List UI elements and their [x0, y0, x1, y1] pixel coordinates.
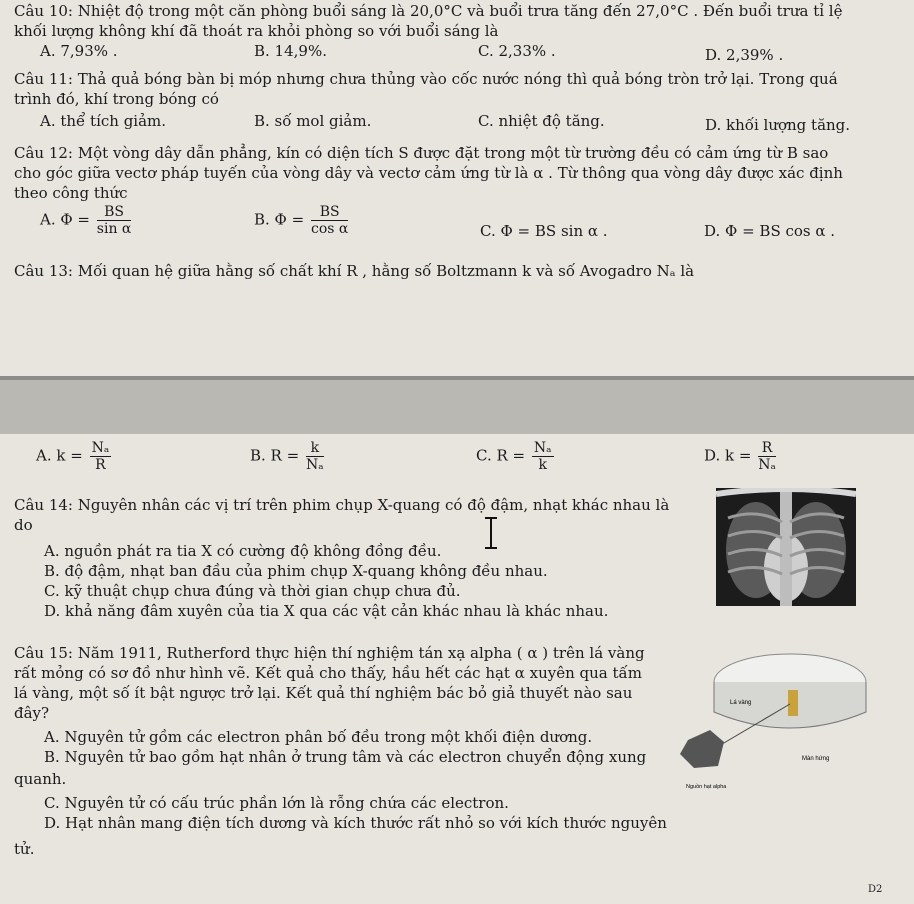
fig-label-source: Nguồn hạt alpha — [686, 784, 727, 790]
q11-option-c: C. nhiệt độ tăng. — [478, 112, 605, 130]
q15-line2: rất mỏng có sơ đồ như hình vẽ. Kết quả cho thấy, hầu hết các hạt α xuyên qua tấm — [14, 664, 642, 682]
q13-a-fraction: $\frac{\text{Nₐ}}{R}$ — [91, 440, 110, 473]
q15-option-b: B. Nguyên tử bao gồm hạt nhân ở trung tâm và các electron chuyển động xung — [44, 748, 647, 766]
q15-option-d: D. Hạt nhân mang điện tích dương và kích thước rất nhỏ so với kích thước nguyên — [44, 814, 667, 832]
page-mark: D2 — [868, 884, 883, 895]
q13-b-fraction: $\frac{k}{\text{Nₐ}}$ — [305, 440, 324, 473]
q10-line1: Câu 10: Nhiệt độ trong một căn phòng buổi sáng là 20,0°C và buổi trưa tăng đến 27,0°C . Đến buổi trưa tỉ lệ — [14, 2, 843, 20]
fig-label-screen: Màn hứng — [802, 756, 830, 762]
q14-option-a: A. nguồn phát ra tia X có cường độ không đồng đều. — [44, 542, 442, 560]
q15-line1: Câu 15: Năm 1911, Rutherford thực hiện thí nghiệm tán xạ alpha ( α ) trên lá vàng — [14, 644, 645, 662]
q12-line3: theo công thức — [14, 184, 128, 202]
q14-option-c: C. kỹ thuật chụp chưa đúng và thời gian chụp chưa đủ. — [44, 582, 461, 600]
q13-option-c: C. R = $\frac{\text{Nₐ}}{k}$ — [476, 440, 552, 473]
q13-d-fraction: $\frac{R}{\text{Nₐ}}$ — [758, 440, 776, 473]
q12-option-b: B. Φ = $\frac{BS}{\text{cos α}}$ — [254, 204, 349, 237]
q13-option-a: A. k = $\frac{\text{Nₐ}}{R}$ — [36, 440, 110, 473]
q11-option-b: B. số mol giảm. — [254, 112, 372, 130]
chest-xray-image — [716, 488, 856, 606]
q14-line1: Câu 14: Nguyên nhân các vị trí trên phim chụp X-quang có độ đậm, nhạt khác nhau là — [14, 496, 670, 514]
q12-a-fraction: $\frac{BS}{\text{sin α}}$ — [96, 204, 132, 237]
q11-option-d: D. khối lượng tăng. — [705, 116, 851, 134]
rutherford-apparatus-figure — [672, 642, 868, 794]
q15-option-c: C. Nguyên tử có cấu trúc phần lớn là rỗng chứa các electron. — [44, 794, 509, 812]
text-cursor-icon — [484, 517, 498, 549]
q14-line2: do — [14, 516, 33, 534]
q10-option-d: D. 2,39% . — [705, 46, 784, 64]
q12-line2: cho góc giữa vectơ pháp tuyến của vòng dây và vectơ cảm ứng từ là α . Từ thông qua vòng dây được xác định — [14, 164, 843, 182]
q12-option-d: D. Φ = BS cos α . — [704, 222, 836, 240]
q15-option-a: A. Nguyên tử gồm các electron phân bố đều trong một khối điện dương. — [44, 728, 593, 746]
q12-line1: Câu 12: Một vòng dây dẫn phẳng, kín có diện tích S được đặt trong một từ trường đều có cảm ứng từ B sao — [14, 144, 829, 162]
q14-option-d: D. khả năng đâm xuyên của tia X qua các vật cản khác nhau là khác nhau. — [44, 602, 609, 620]
q10-option-a: A. 7,93% . — [40, 42, 118, 60]
q13-option-b: B. R = $\frac{k}{\text{Nₐ}}$ — [250, 440, 324, 473]
q10-option-c: C. 2,33% . — [478, 42, 556, 60]
q15-option-b-cont: quanh. — [14, 770, 67, 788]
fig-label-foil: Lá vàng — [730, 700, 752, 706]
q13-line1: Câu 13: Mối quan hệ giữa hằng số chất khí R , hằng số Boltzmann k và số Avogadro Nₐ là — [14, 262, 695, 280]
q12-option-c: C. Φ = BS sin α . — [480, 222, 608, 240]
q11-line2: trình đó, khí trong bóng có — [14, 90, 219, 108]
q10-option-b: B. 14,9%. — [254, 42, 327, 60]
q13-c-fraction: $\frac{\text{Nₐ}}{k}$ — [533, 440, 552, 473]
q15-line3: lá vàng, một số ít bật ngược trở lại. Kết quả thí nghiệm bác bỏ giả thuyết nào sau — [14, 684, 633, 702]
q11-option-a: A. thể tích giảm. — [40, 112, 167, 130]
q11-line1: Câu 11: Thả quả bóng bàn bị móp nhưng chưa thủng vào cốc nước nóng thì quả bóng tròn trở lại. Trong quá — [14, 70, 838, 88]
q13-option-d: D. k = $\frac{R}{\text{Nₐ}}$ — [704, 440, 776, 473]
q12-b-fraction: $\frac{BS}{\text{cos α}}$ — [310, 204, 349, 237]
q15-line4: đây? — [14, 704, 50, 722]
dark-band — [0, 376, 914, 434]
q15-option-d-cont: tử. — [14, 840, 35, 858]
q14-option-b: B. độ đậm, nhạt ban đầu của phim chụp X-quang không đều nhau. — [44, 562, 548, 580]
q10-line2: khối lượng không khí đã thoát ra khỏi phòng so với buổi sáng là — [14, 22, 499, 40]
q12-option-a: A. Φ = $\frac{BS}{\text{sin α}}$ — [40, 204, 132, 237]
